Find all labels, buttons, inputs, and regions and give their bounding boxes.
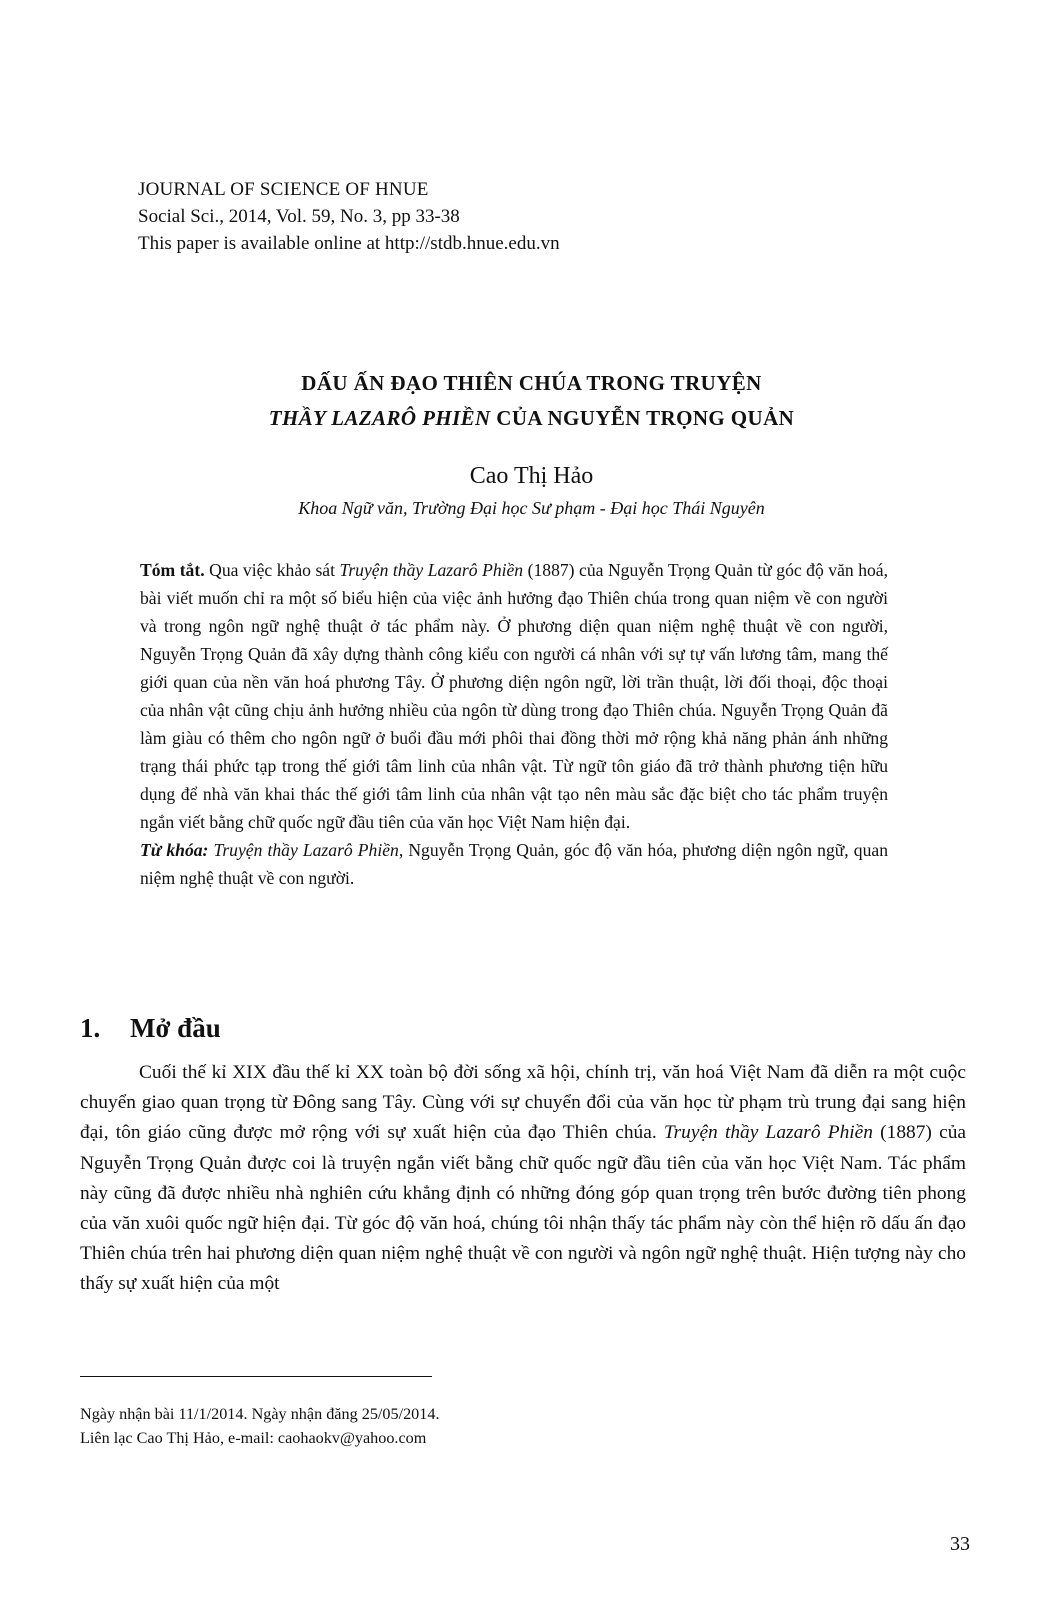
abstract-text [140,556,888,836]
author-affiliation: Khoa Ngữ văn, Trường Đại học Sư phạm - Đại học Thái Nguyên [298,498,765,518]
title-line-2 [0,401,1063,436]
section-number: 1. [80,1013,101,1043]
body-text-2: (1887) của Nguyễn Trọng Quản được coi là truyện ngắn viết bằng chữ quốc ngữ đầu tiên của văn học Việt Nam. Tác phẩm này cũng đã được nhiều nhà nghiên cứu khẳng định có những đóng góp quan trọng trên bước đường tiên phong của văn xuôi quốc ngữ hiện đại. Từ góc độ văn hoá, chúng tôi nhận thấy tác phẩm này còn thể hiện rõ dấu ấn đạo Thiên chúa trên hai phương diện quan niệm nghệ thuật về con người và ngôn ngữ nghệ thuật. Hiện tượng này cho thấy sự xuất hiện của một [80,1122,966,1295]
section-heading [80,1010,221,1046]
body-paragraph [80,1058,966,1300]
footnote-dates: Ngày nhận bài 11/1/2014. Ngày nhận đăng 25/05/2014. [80,1405,440,1423]
footnotes [80,1402,440,1450]
title-line-2-rest: CỦA NGUYỄN TRỌNG QUẢN [490,406,795,430]
abstract [140,556,888,892]
body-text [80,1058,966,1300]
page-number: 33 [950,1533,970,1555]
journal-header [138,176,560,257]
abstract-text-2: (1887) của Nguyễn Trọng Quản từ góc độ văn hoá, bài viết muốn chỉ ra một số biểu hiện của việc ảnh hưởng đạo Thiên chúa trong quan niệm về con người và trong ngôn ngữ nghệ thuật ở tác phẩm này. Ở phương diện quan niệm nghệ thuật về con người, Nguyễn Trọng Quản đã xây dựng thành công kiểu con người cá nhân với sự tự vấn lương tâm, mang thế giới quan của nền văn hoá phương Tây. Ở phương diện ngôn ngữ, lời trần thuật, lời đối thoại, độc thoại của nhân vật cũng chịu ảnh hưởng nhiều của ngôn từ dùng trong đạo Thiên chúa. Nguyễn Trọng Quản đã làm giàu có thêm cho ngôn ngữ ở buổi đầu mới phôi thai đồng thời mở rộng khả năng phản ánh những trạng thái phức tạp trong thế giới tâm linh của nhân vật. Từ ngữ tôn giáo đã trở thành phương tiện hữu dụng để nhà văn khai thác thế giới tâm linh của nhân vật tạo nên màu sắc đặc biệt cho tác phẩm truyện ngắn viết bằng chữ quốc ngữ đầu tiên của văn học Việt Nam hiện đại. [140,560,888,832]
paper-title [0,366,1063,436]
footnote-divider [80,1376,432,1377]
keywords-label: Từ khóa: [140,840,209,860]
keywords-rest: , Nguyễn Trọng Quản, góc độ văn hóa, phương diện ngôn ngữ, quan niệm nghệ thuật về con người. [140,840,888,888]
abstract-text-1: Qua việc khảo sát [204,560,340,580]
title-line-1: DẤU ẤN ĐẠO THIÊN CHÚA TRONG TRUYỆN [301,371,762,395]
journal-availability: This paper is available online at http://stdb.hnue.edu.vn [138,233,560,254]
abstract-label: Tóm tắt. [140,560,205,580]
abstract-work-name: Truyện thầy Lazarô Phiền [339,560,524,580]
keywords-work-name: Truyện thầy Lazarô Phiền [208,840,399,860]
body-work-name: Truyện thầy Lazarô Phiền [663,1122,873,1144]
body-text-1: Cuối thế kỉ XIX đầu thế kỉ XX toàn bộ đời sống xã hội, chính trị, văn hoá Việt Nam đã diễn ra một cuộc chuyển giao quan trọng từ Đông sang Tây. Cùng với sự chuyển đổi của văn học từ phạm trù trung đại sang hiện đại, tôn giáo cũng được mở rộng với sự xuất hiện của đạo Thiên chúa. [80,1062,966,1144]
journal-citation: Social Sci., 2014, Vol. 59, No. 3, pp 33-38 [138,206,460,227]
author-name: Cao Thị Hảo [469,463,594,489]
footnote-contact: Liên lạc Cao Thị Hảo, e-mail: caohaokv@yahoo.com [80,1429,427,1447]
title-work-name: THẦY LAZARÔ PHIỀN [268,406,491,430]
section-title: Mở đầu [130,1013,221,1043]
keywords [140,836,888,892]
journal-name: JOURNAL OF SCIENCE OF HNUE [138,179,429,200]
